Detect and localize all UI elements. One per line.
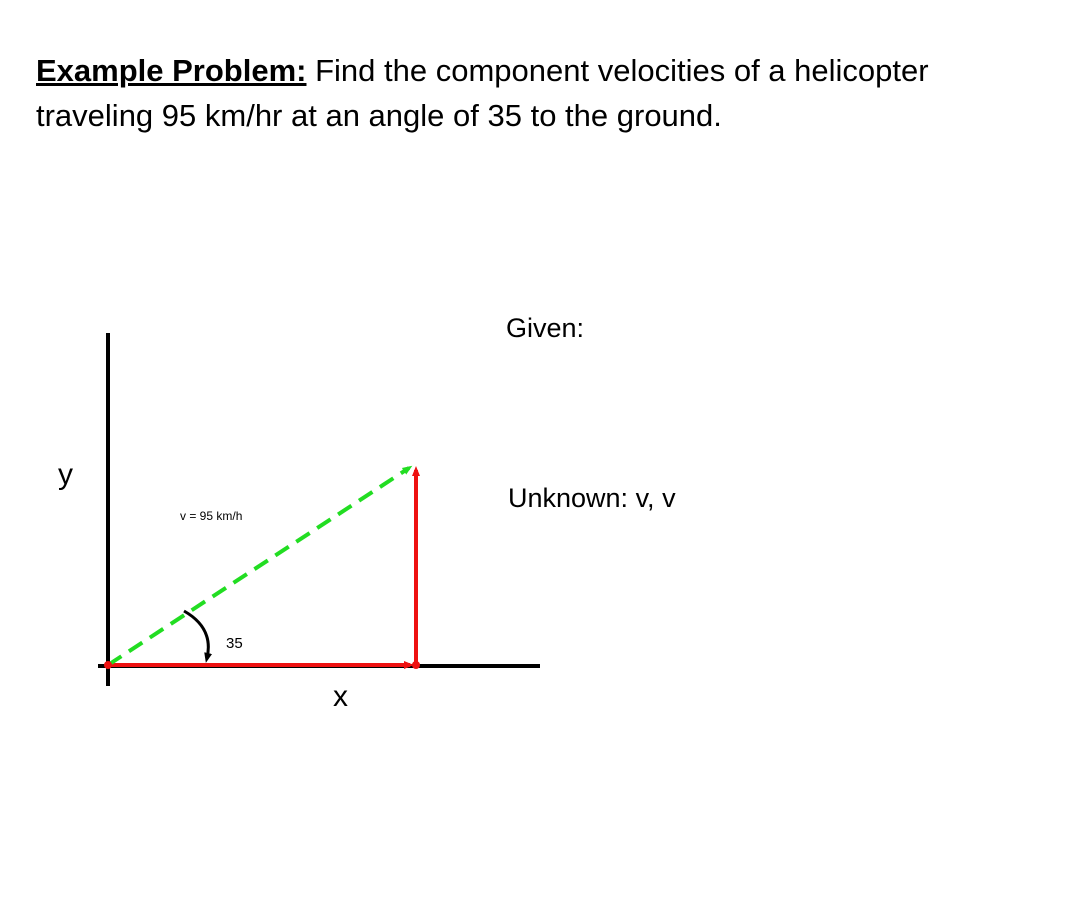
corner-point xyxy=(412,661,420,669)
angle-arc xyxy=(184,611,208,658)
unknown-label: Unknown: v, v xyxy=(508,483,676,513)
problem-label: Example Problem: xyxy=(36,53,307,88)
angle-label: 35 xyxy=(226,635,243,652)
resultant-velocity-vector xyxy=(108,468,409,665)
problem-text: Find the component velocities of a helicopter traveling 95 km/hr at an angle of 35 to the ground. xyxy=(36,53,929,133)
origin-point xyxy=(104,661,112,669)
given-label: Given: xyxy=(506,313,585,343)
velocity-label: v = 95 km/h xyxy=(180,509,243,523)
y-axis-label: y xyxy=(58,458,73,491)
x-axis-label: x xyxy=(333,680,348,713)
